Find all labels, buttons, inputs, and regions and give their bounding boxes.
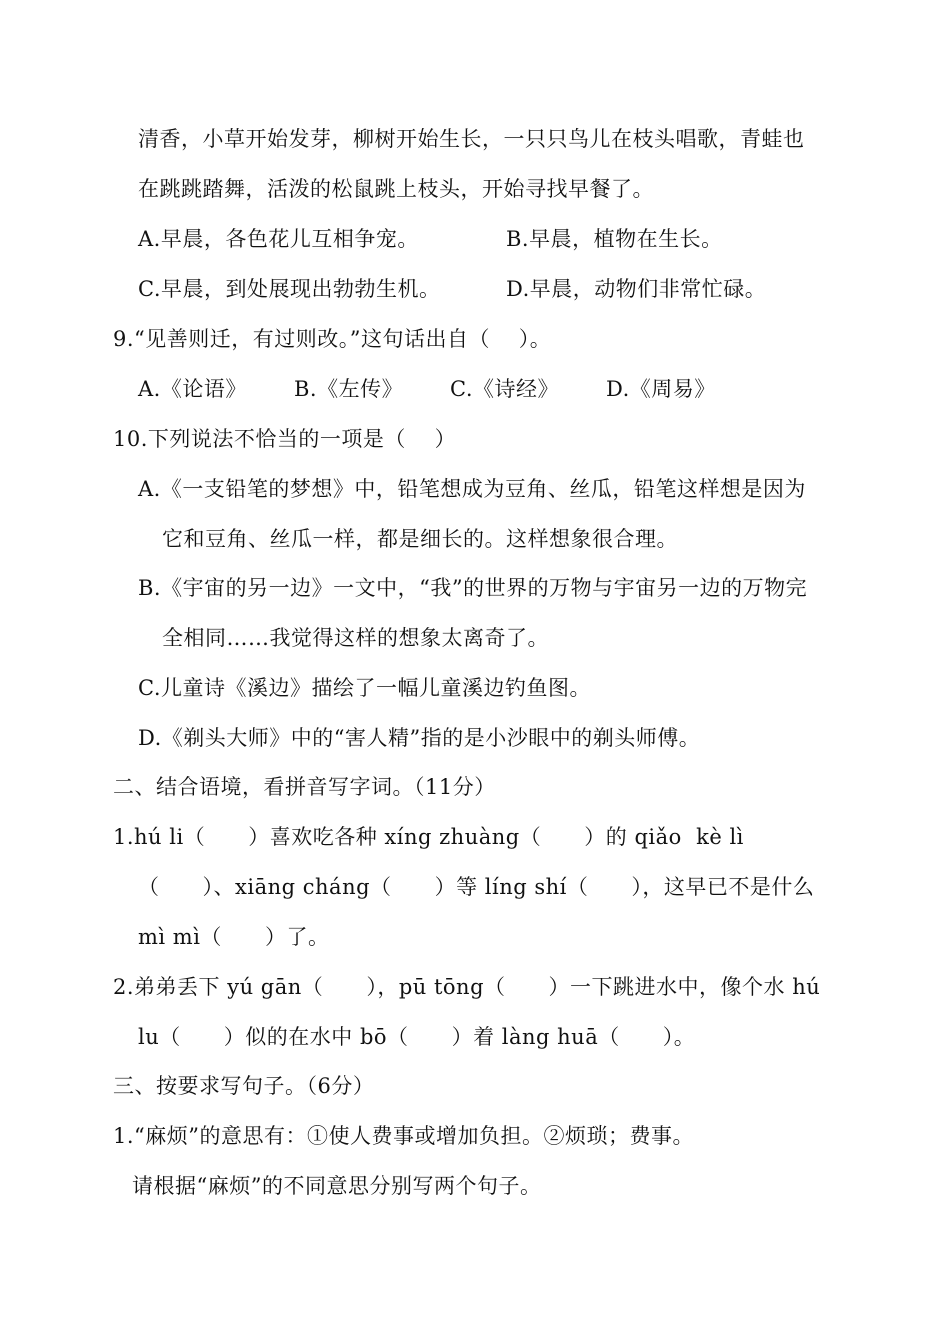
- q10-option-d: D.《剃头大师》中的“害人精”指的是小沙眼中的剃头师傅。: [138, 726, 701, 750]
- q8-option-b: B.早晨，植物在生长。: [506, 227, 723, 251]
- q8-option-a: A.早晨，各色花儿互相争宠。: [138, 227, 419, 251]
- q10-stem: 10.下列说法不恰当的一项是（ ）: [113, 427, 457, 451]
- q10-option-b-line-2: 全相同……我觉得这样的想象太离奇了。: [162, 626, 549, 650]
- section-2-q2-line-1: 2.弟弟丢下 yú gān（ ），pū tōng（ ）一下跳进水中，像个水 hú: [113, 975, 821, 999]
- q9-option-b: B.《左传》: [294, 377, 404, 401]
- section-2-q2-line-2: lu（ ）似的在水中 bō（ ）着 làng huā（ ）。: [138, 1025, 696, 1049]
- section-2-heading: 二、结合语境，看拼音写字词。（11分）: [113, 775, 496, 799]
- section-3-heading: 三、按要求写句子。（6分）: [113, 1074, 375, 1098]
- passage-line-1: 清香，小草开始发芽，柳树开始生长，一只只鸟儿在枝头唱歌，青蛙也: [138, 127, 805, 151]
- section-3-q1-line-2: 请根据“麻烦”的不同意思分别写两个句子。: [132, 1174, 542, 1198]
- q8-option-d: D.早晨，动物们非常忙碌。: [506, 277, 767, 301]
- section-2-q1-line-1: 1.hú li（ ）喜欢吃各种 xíng zhuàng（ ）的 qiǎo kè lì: [113, 825, 744, 849]
- passage-line-2: 在跳跳踏舞，活泼的松鼠跳上枝头，开始寻找早餐了。: [138, 177, 654, 201]
- q8-option-c: C.早晨，到处展现出勃勃生机。: [138, 277, 441, 301]
- section-3-q1-line-1: 1.“麻烦”的意思有：①使人费事或增加负担。②烦琐；费事。: [113, 1124, 695, 1148]
- q9-option-a: A.《论语》: [138, 377, 247, 401]
- q10-option-a-line-2: 它和豆角、丝瓜一样，都是细长的。这样想象很合理。: [162, 527, 678, 551]
- section-2-q1-line-2: （ ）、xiāng cháng（ ）等 líng shí（ ），这早已不是什么: [138, 875, 815, 899]
- section-2-q1-line-3: mì mì（ ）了。: [138, 925, 330, 949]
- q10-option-a-line-1: A.《一支铅笔的梦想》中，铅笔想成为豆角、丝瓜，铅笔这样想是因为: [138, 477, 806, 501]
- q9-option-d: D.《周易》: [606, 377, 716, 401]
- q9-option-c: C.《诗经》: [450, 377, 559, 401]
- q10-option-c: C.儿童诗《溪边》描绘了一幅儿童溪边钓鱼图。: [138, 676, 591, 700]
- q9-stem: 9.“见善则迁，有过则改。”这句话出自（ ）。: [113, 327, 552, 351]
- q10-option-b-line-1: B.《宇宙的另一边》一文中，“我”的世界的万物与宇宙另一边的万物完: [138, 576, 808, 600]
